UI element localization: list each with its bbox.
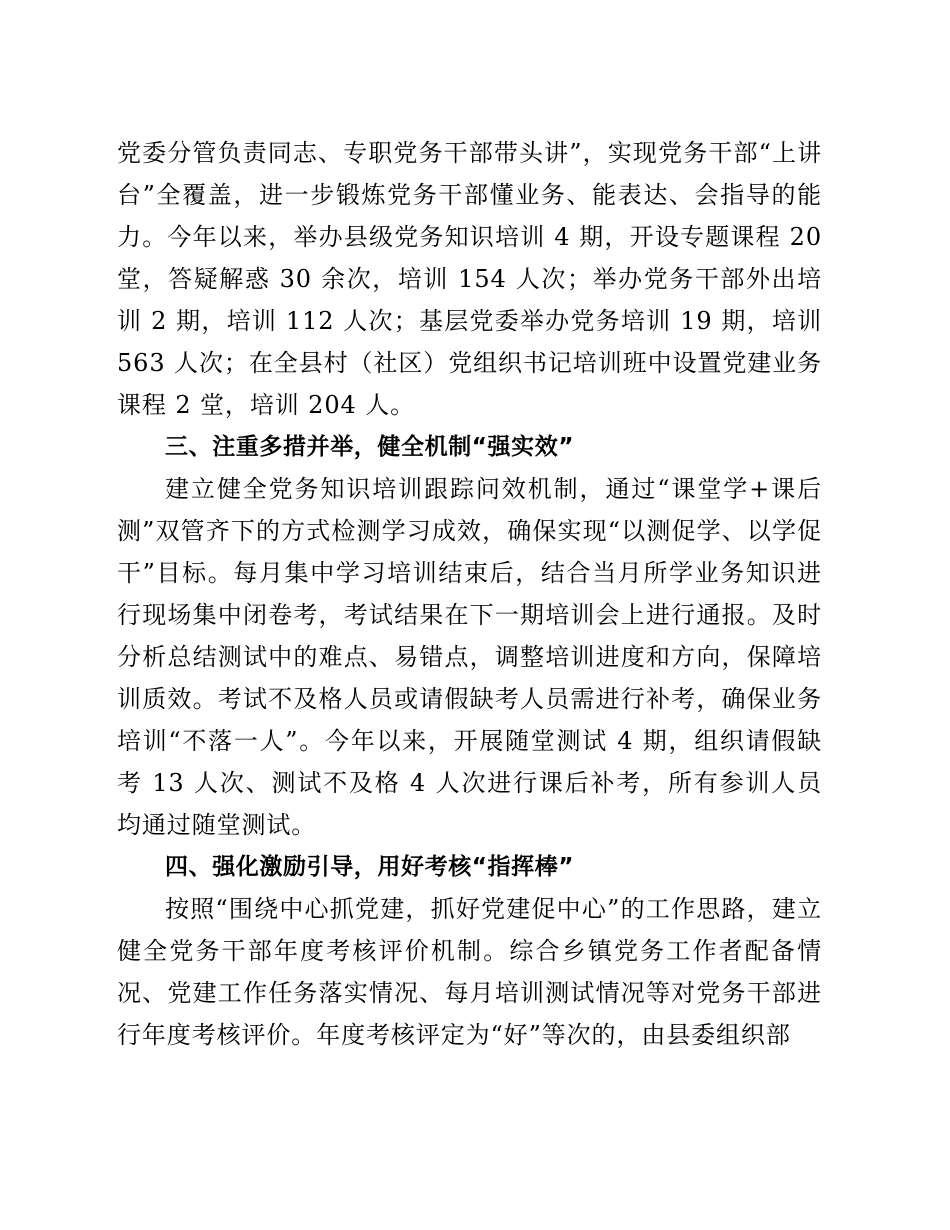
heading-section-four: 四、强化激励引导，用好考核“指挥棒” — [165, 854, 575, 880]
document-body — [117, 132, 822, 1056]
paragraph-assessment-mechanism: 按照“围绕中心抓党建，抓好党建促中心”的工作思路，建立健全党务干部年度考核评价机制。综合乡镇党务工作者配备情况、党建工作任务落实情况、每月培训测试情况等对党务干部进行年度考核评价。年度考核评定为“好”等次的，由县委组织部 — [117, 895, 822, 1049]
heading-section-three: 三、注重多措并举，健全机制“强实效” — [165, 434, 575, 460]
paragraph-training-stats: 党委分管负责同志、专职党务干部带头讲”，实现党务干部“上讲台”全覆盖，进一步锻炼党务干部懂业务、能表达、会指导的能力。今年以来，举办县级党务知识培训 4 期，开设专题课程 20 堂，答疑解惑 30 余次，培训 154 人次；举办党务干部外出培训 2 期，培训 112 人次；基层党委举办党务培训 19 期，培训 563 人次；在全县村（社区）党组织书记培训班中设置党建业务课程 2 堂，培训 204 人。 — [117, 139, 822, 419]
paragraph-tracking-mechanism: 建立健全党务知识培训跟踪问效机制，通过“课堂学+课后测”双管齐下的方式检测学习成效，确保实现“以测促学、以学促干”目标。每月集中学习培训结束后，结合当月所学业务知识进行现场集中闭卷考，考试结果在下一期培训会上进行通报。及时分析总结测试中的难点、易错点，调整培训进度和方向，保障培训质效。考试不及格人员或请假缺考人员需进行补考，确保业务培训“不落一人”。今年以来，开展随堂测试 4 期，组织请假缺考 13 人次、测试不及格 4 人次进行课后补考，所有参训人员均通过随堂测试。 — [117, 475, 822, 839]
